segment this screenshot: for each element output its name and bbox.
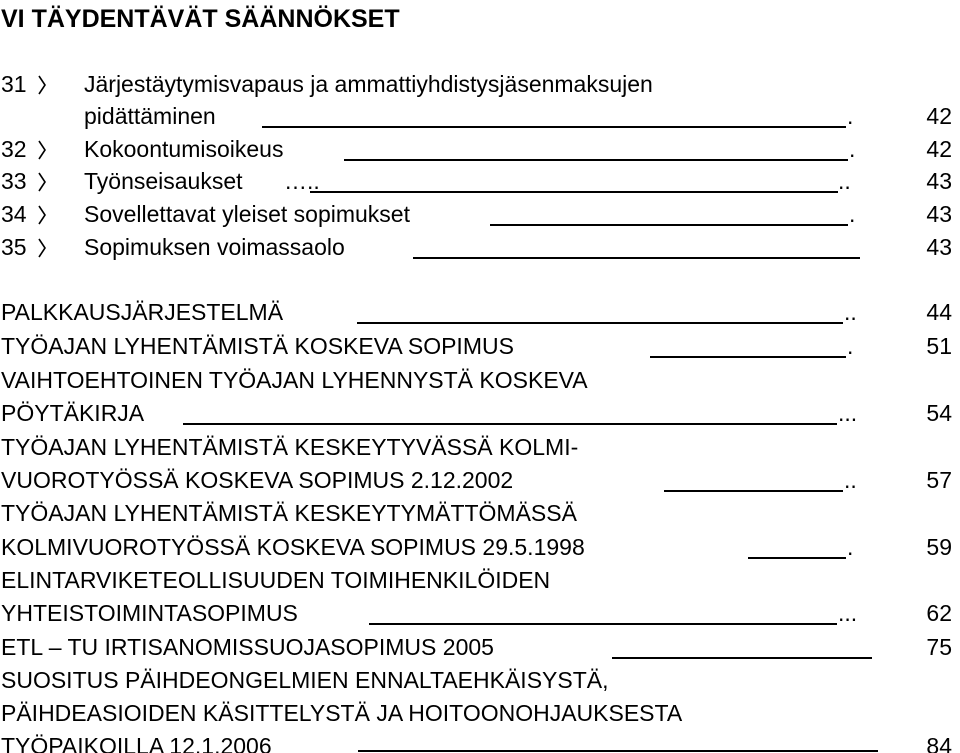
section-sign-icon (37, 133, 47, 165)
page-number: 57 (926, 467, 952, 493)
section-number: 34 (1, 201, 27, 227)
appendix-entry-cont[interactable] (0, 397, 960, 429)
toc-entry-31-cont[interactable] (0, 100, 960, 132)
appendix-entry-cont[interactable] (0, 464, 960, 496)
section-sign-icon (37, 68, 47, 100)
toc-entry-33[interactable] (0, 165, 960, 197)
page-number: 84 (926, 733, 952, 753)
appendix-entry[interactable] (0, 364, 960, 396)
dot-leader (413, 257, 860, 259)
section-title: Kokoontumisoikeus (84, 136, 284, 162)
leader-dots: . (849, 136, 856, 162)
appendix-title-continued: TYÖPAIKOILLA 12.1.2006 (1, 733, 272, 753)
leader-dots: ... (838, 600, 858, 626)
dot-leader (748, 557, 846, 559)
appendix-title: SUOSITUS PÄIHDEONGELMIEN ENNALTAEHKÄISYSTÄ, (1, 667, 609, 693)
toc-entry-32[interactable] (0, 133, 960, 165)
dot-leader (357, 322, 843, 324)
dot-leader (664, 490, 843, 492)
section-number: 32 (1, 136, 27, 162)
appendix-title: VAIHTOEHTOINEN TYÖAJAN LYHENNYSTÄ KOSKEVA (1, 367, 588, 393)
section-title-continued: pidättäminen (84, 103, 216, 129)
dot-leader (262, 126, 846, 128)
dot-leader (490, 224, 848, 226)
appendix-title: ETL – TU IRTISANOMISSUOJASOPIMUS 2005 (1, 634, 494, 660)
leader-dots: . (847, 333, 854, 359)
dot-leader (650, 356, 846, 358)
appendix-entry[interactable] (0, 664, 960, 696)
appendix-entry-cont[interactable] (0, 697, 960, 729)
page-number: 43 (926, 234, 952, 260)
appendix-title: TYÖAJAN LYHENTÄMISTÄ KESKEYTYMÄTTÖMÄSSÄ (1, 500, 577, 526)
appendix-title-continued: VUOROTYÖSSÄ KOSKEVA SOPIMUS 2.12.2002 (1, 467, 514, 493)
section-sign-icon (37, 231, 47, 263)
section-number: 33 (1, 168, 27, 194)
appendix-entry[interactable] (0, 497, 960, 529)
appendix-title: TYÖAJAN LYHENTÄMISTÄ KOSKEVA SOPIMUS (1, 333, 514, 359)
appendix-entry[interactable] (0, 431, 960, 463)
page-number: 43 (926, 201, 952, 227)
leader-dots: . (847, 103, 854, 129)
page-number: 43 (926, 168, 952, 194)
leader-dots: . (847, 534, 854, 560)
dot-leader (358, 750, 878, 752)
section-sign-icon (37, 198, 47, 230)
appendix-entry[interactable] (0, 564, 960, 596)
page-number: 75 (926, 634, 952, 660)
leader-dots: ….. (284, 168, 320, 194)
leader-dots: ... (838, 400, 858, 426)
dot-leader (344, 159, 848, 161)
dot-leader (183, 423, 837, 425)
appendix-entry[interactable] (0, 296, 960, 328)
section-sign-icon (37, 165, 47, 197)
appendix-title-continued: KOLMIVUOROTYÖSSÄ KOSKEVA SOPIMUS 29.5.1998 (1, 534, 585, 560)
section-number: 31 (1, 71, 27, 97)
appendix-entry[interactable] (0, 631, 960, 663)
appendix-title: ELINTARVIKETEOLLISUUDEN TOIMIHENKILÖIDEN (1, 567, 551, 593)
section-title: Sopimuksen voimassaolo (84, 234, 345, 260)
dot-leader (612, 657, 872, 659)
section-number: 35 (1, 234, 27, 260)
toc-entry-31[interactable] (0, 68, 960, 100)
appendix-title-continued: PÖYTÄKIRJA (1, 400, 145, 426)
page-number: 42 (926, 136, 952, 162)
section-title: Työnseisaukset (84, 168, 243, 194)
page-number: 42 (926, 103, 952, 129)
leader-dots: .. (844, 467, 857, 493)
section-title: Järjestäytymisvapaus ja ammattiyhdistysjäsenmaksujen (84, 71, 653, 97)
page-number: 51 (926, 333, 952, 359)
toc-entry-34[interactable] (0, 198, 960, 230)
dot-leader (369, 623, 837, 625)
toc-entry-35[interactable] (0, 231, 960, 263)
dot-leader (310, 191, 838, 193)
appendix-title-continued: PÄIHDEASIOIDEN KÄSITTELYSTÄ JA HOITOONOHJAUKSESTA (1, 700, 683, 726)
appendix-title: TYÖAJAN LYHENTÄMISTÄ KESKEYTYVÄSSÄ KOLMI- (1, 434, 579, 460)
leader-dots: .. (844, 299, 857, 325)
page-number: 62 (926, 600, 952, 626)
appendix-entry-cont[interactable] (0, 730, 960, 753)
appendix-entry[interactable] (0, 330, 960, 362)
section-title: Sovellettavat yleiset sopimukset (84, 201, 410, 227)
appendix-title-continued: YHTEISTOIMINTASOPIMUS (1, 600, 298, 626)
appendix-title: PALKKAUSJÄRJESTELMÄ (1, 299, 284, 325)
leader-dots: . (849, 201, 856, 227)
chapter-heading: VI TÄYDENTÄVÄT SÄÄNNÖKSET (1, 5, 400, 33)
page-number: 54 (926, 400, 952, 426)
appendix-entry-cont[interactable] (0, 597, 960, 629)
page-number: 44 (926, 299, 952, 325)
page-number: 59 (926, 534, 952, 560)
appendix-entry-cont[interactable] (0, 531, 960, 563)
leader-end: .. (838, 168, 851, 194)
